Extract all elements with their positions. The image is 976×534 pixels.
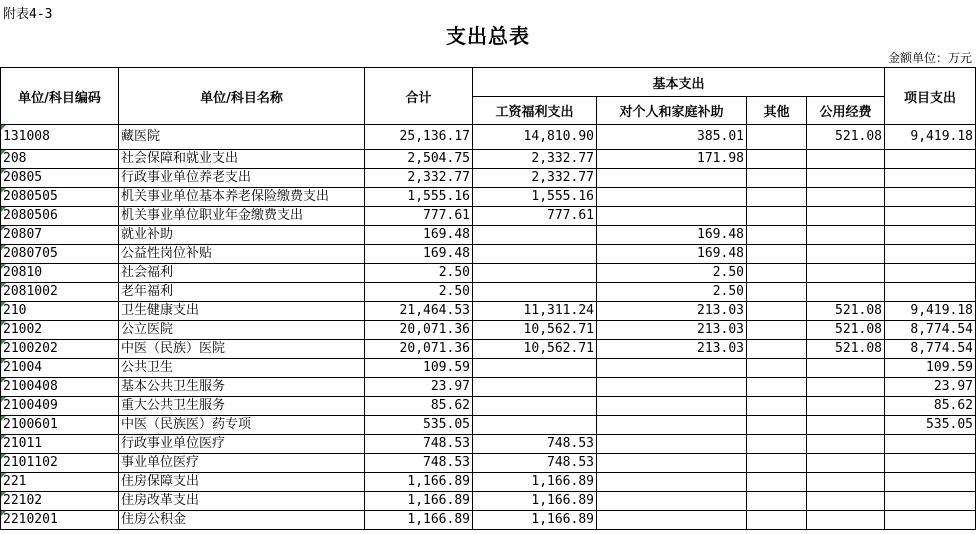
cell-public: 521.08 [807,302,885,321]
cell-personal: 385.01 [597,125,747,150]
cell-salary: 10,562.71 [473,321,597,340]
cell-public [807,359,885,378]
cell-total: 25,136.17 [365,125,473,150]
cell-other [747,511,807,530]
cell-other [747,302,807,321]
cell-salary [473,283,597,302]
cell-other [747,207,807,226]
cell-personal [597,188,747,207]
header-project: 项目支出 [885,68,976,125]
cell-total: 20,071.36 [365,321,473,340]
cell-code: 2100409 [1,397,119,416]
cell-code: 22102 [1,492,119,511]
cell-code: 2101102 [1,454,119,473]
cell-salary: 2,332.77 [473,150,597,169]
cell-name: 中医（民族）医院 [119,340,365,359]
cell-personal: 213.03 [597,340,747,359]
cell-salary: 10,562.71 [473,340,597,359]
cell-project: 9,419.18 [885,302,976,321]
cell-salary: 1,166.89 [473,473,597,492]
table-row [1,169,976,188]
cell-code: 2080505 [1,188,119,207]
cell-code: 208 [1,150,119,169]
cell-other [747,340,807,359]
cell-public [807,454,885,473]
cell-name: 住房保障支出 [119,473,365,492]
table-row [1,397,976,416]
cell-total: 169.48 [365,226,473,245]
cell-other [747,473,807,492]
cell-other [747,454,807,473]
cell-salary: 1,166.89 [473,511,597,530]
cell-public [807,435,885,454]
cell-personal [597,378,747,397]
unit-label: 金额单位：万元 [887,51,972,65]
cell-code: 20807 [1,226,119,245]
cell-name: 公立医院 [119,321,365,340]
table-row [1,473,976,492]
cell-salary: 11,311.24 [473,302,597,321]
cell-public [807,188,885,207]
cell-total: 535.05 [365,416,473,435]
cell-name: 藏医院 [119,125,365,150]
cell-other [747,169,807,188]
cell-code: 2100601 [1,416,119,435]
cell-total: 2.50 [365,283,473,302]
cell-other [747,359,807,378]
cell-personal: 213.03 [597,302,747,321]
cell-total: 109.59 [365,359,473,378]
cell-other [747,245,807,264]
table-row [1,264,976,283]
cell-other [747,264,807,283]
cell-code: 21011 [1,435,119,454]
header-public: 公用经费 [807,97,885,125]
cell-total: 169.48 [365,245,473,264]
cell-other [747,397,807,416]
cell-project: 9,419.18 [885,125,976,150]
table-row [1,245,976,264]
cell-salary [473,397,597,416]
cell-code: 2080705 [1,245,119,264]
cell-other [747,492,807,511]
cell-public [807,492,885,511]
cell-total: 21,464.53 [365,302,473,321]
cell-public [807,245,885,264]
cell-public [807,378,885,397]
cell-personal: 213.03 [597,321,747,340]
cell-salary: 748.53 [473,435,597,454]
cell-total: 1,166.89 [365,473,473,492]
cell-other [747,416,807,435]
cell-public [807,397,885,416]
table-row [1,302,976,321]
cell-public [807,416,885,435]
cell-name: 基本公共卫生服务 [119,378,365,397]
cell-total: 85.62 [365,397,473,416]
cell-code: 2080506 [1,207,119,226]
cell-personal [597,169,747,188]
cell-code: 131008 [1,125,119,150]
table-row [1,321,976,340]
cell-project [885,473,976,492]
cell-other [747,125,807,150]
cell-name: 重大公共卫生服务 [119,397,365,416]
cell-personal: 2.50 [597,264,747,283]
cell-name: 住房公积金 [119,511,365,530]
cell-name: 社会福利 [119,264,365,283]
cell-code: 210 [1,302,119,321]
cell-total: 2,332.77 [365,169,473,188]
cell-total: 20,071.36 [365,340,473,359]
table-row [1,359,976,378]
cell-public [807,150,885,169]
cell-project: 23.97 [885,378,976,397]
cell-name: 公共卫生 [119,359,365,378]
cell-salary: 748.53 [473,454,597,473]
table-row [1,378,976,397]
table-row [1,492,976,511]
cell-project [885,245,976,264]
cell-code: 2210201 [1,511,119,530]
cell-other [747,435,807,454]
header-other: 其他 [747,97,807,125]
table-row [1,416,976,435]
cell-public: 521.08 [807,321,885,340]
cell-name: 卫生健康支出 [119,302,365,321]
cell-total: 2,504.75 [365,150,473,169]
cell-public [807,473,885,492]
cell-personal [597,492,747,511]
cell-other [747,283,807,302]
cell-project [885,169,976,188]
cell-name: 老年福利 [119,283,365,302]
cell-name: 中医（民族医）药专项 [119,416,365,435]
page-title: 支出总表 [446,24,530,48]
cell-project: 109.59 [885,359,976,378]
cell-salary [473,245,597,264]
cell-personal [597,435,747,454]
cell-code: 2081002 [1,283,119,302]
cell-public: 521.08 [807,125,885,150]
cell-public [807,264,885,283]
cell-public: 521.08 [807,340,885,359]
cell-other [747,378,807,397]
header-basic: 基本支出 [473,68,885,97]
cell-total: 748.53 [365,454,473,473]
cell-total: 23.97 [365,378,473,397]
cell-personal: 169.48 [597,245,747,264]
cell-name: 公益性岗位补贴 [119,245,365,264]
cell-salary [473,264,597,283]
cell-code: 221 [1,473,119,492]
cell-other [747,226,807,245]
cell-project [885,492,976,511]
table-row [1,188,976,207]
cell-personal [597,397,747,416]
table-row [1,207,976,226]
cell-name: 行政事业单位养老支出 [119,169,365,188]
cell-public [807,511,885,530]
cell-other [747,188,807,207]
cell-project [885,226,976,245]
cell-project [885,435,976,454]
table-row [1,435,976,454]
cell-name: 机关事业单位基本养老保险缴费支出 [119,188,365,207]
cell-personal [597,473,747,492]
cell-project: 535.05 [885,416,976,435]
cell-name: 社会保障和就业支出 [119,150,365,169]
table-row [1,340,976,359]
cell-project [885,283,976,302]
cell-total: 1,166.89 [365,492,473,511]
cell-project [885,511,976,530]
cell-other [747,150,807,169]
cell-code: 2100408 [1,378,119,397]
cell-salary [473,359,597,378]
table-row [1,283,976,302]
cell-public [807,207,885,226]
cell-project: 8,774.54 [885,321,976,340]
cell-public [807,169,885,188]
header-salary: 工资福利支出 [473,97,597,125]
cell-name: 就业补助 [119,226,365,245]
cell-total: 2.50 [365,264,473,283]
cell-personal [597,207,747,226]
cell-code: 2100202 [1,340,119,359]
cell-total: 748.53 [365,435,473,454]
cell-personal: 169.48 [597,226,747,245]
cell-salary: 2,332.77 [473,169,597,188]
header-personal: 对个人和家庭补助 [597,97,747,125]
table-row [1,125,976,150]
attachment-label: 附表4-3 [3,7,53,22]
cell-salary [473,416,597,435]
cell-code: 20805 [1,169,119,188]
cell-personal: 2.50 [597,283,747,302]
header-name: 单位/科目名称 [119,68,365,125]
cell-project [885,188,976,207]
table-row [1,150,976,169]
cell-salary: 14,810.90 [473,125,597,150]
cell-salary: 1,166.89 [473,492,597,511]
table-body [1,125,976,530]
cell-project: 85.62 [885,397,976,416]
cell-code: 20810 [1,264,119,283]
cell-public [807,226,885,245]
header-total: 合计 [365,68,473,125]
cell-salary [473,378,597,397]
cell-personal [597,511,747,530]
table-row [1,454,976,473]
cell-project [885,150,976,169]
cell-name: 行政事业单位医疗 [119,435,365,454]
cell-name: 住房改革支出 [119,492,365,511]
cell-salary: 777.61 [473,207,597,226]
expenditure-table [0,67,976,530]
cell-project [885,454,976,473]
cell-code: 21002 [1,321,119,340]
cell-total: 1,166.89 [365,511,473,530]
table-row [1,511,976,530]
cell-salary [473,226,597,245]
cell-salary: 1,555.16 [473,188,597,207]
cell-name: 事业单位医疗 [119,454,365,473]
cell-personal [597,416,747,435]
cell-personal: 171.98 [597,150,747,169]
cell-project: 8,774.54 [885,340,976,359]
cell-project [885,207,976,226]
cell-other [747,321,807,340]
cell-code: 21004 [1,359,119,378]
cell-name: 机关事业单位职业年金缴费支出 [119,207,365,226]
cell-total: 1,555.16 [365,188,473,207]
header-code: 单位/科目编码 [1,68,119,125]
table-row [1,226,976,245]
cell-personal [597,359,747,378]
cell-personal [597,454,747,473]
cell-public [807,283,885,302]
cell-total: 777.61 [365,207,473,226]
cell-project [885,264,976,283]
